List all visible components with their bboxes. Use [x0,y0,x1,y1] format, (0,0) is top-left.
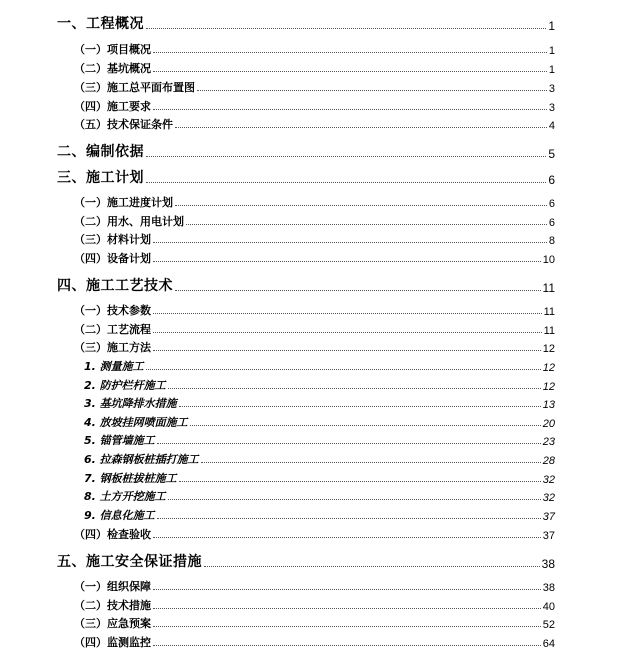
toc-entry-label: （四）施工要求 [74,100,151,113]
toc-page-number: 38 [542,582,555,594]
toc-section[interactable] [74,524,555,542]
toc-section[interactable] [74,613,555,631]
dot-leader [197,90,547,91]
toc-page-number: 6 [548,217,555,229]
toc-page-number: 32 [542,474,555,486]
dot-leader [153,332,542,333]
toc-page-number: 12 [542,381,555,393]
dot-leader [186,224,547,225]
toc-entry-label: （四）检查验收 [74,528,151,541]
toc-chapter[interactable] [57,549,555,571]
toc-page-number: 1 [548,19,555,33]
toc-page-number: 28 [542,455,555,467]
toc-subsection[interactable] [84,449,555,467]
toc-subsection[interactable] [84,412,555,430]
toc-entry-label: 7. 钢板桩拔桩施工 [84,472,177,485]
dot-leader [190,425,541,426]
toc-entry-label: （三）施工总平面布置图 [74,81,195,94]
dot-leader [153,537,541,538]
toc-page-number: 1 [548,64,555,76]
dot-leader [175,127,547,128]
toc-entry-label: 6. 拉森钢板桩插打施工 [84,453,199,466]
toc-page-number: 20 [542,418,555,430]
toc-page-number: 3 [548,83,555,95]
toc-page-number: 52 [542,619,555,631]
toc-entry-label: （一）施工进度计划 [74,196,173,209]
toc-entry-label: 8. 土方开挖施工 [84,490,166,503]
toc-section[interactable] [74,114,555,132]
toc-subsection[interactable] [84,468,555,486]
toc-entry-label: （一）组织保障 [74,580,151,593]
toc-section[interactable] [74,211,555,229]
toc-section[interactable] [74,632,555,650]
toc-page-number: 12 [542,343,555,355]
dot-leader [146,156,546,157]
dot-leader [153,109,547,110]
toc-page-number: 10 [542,254,555,266]
toc-entry-label: （二）基坑概况 [74,62,151,75]
toc-page-number: 11 [542,281,555,295]
toc-page-number: 3 [548,102,555,114]
dot-leader [153,52,547,53]
dot-leader [157,443,541,444]
toc-section[interactable] [74,248,555,266]
toc-entry-label: （四）设备计划 [74,252,151,265]
dot-leader [153,242,547,243]
toc-entry-label: 5. 锚管墙施工 [84,434,155,447]
toc-page-number: 37 [542,511,555,523]
toc-section[interactable] [74,229,555,247]
toc-section[interactable] [74,39,555,57]
dot-leader [146,369,541,370]
dot-leader [168,388,541,389]
toc-section[interactable] [74,58,555,76]
toc-page-number: 6 [548,198,555,210]
toc-page-number: 38 [541,557,555,571]
toc-page-number: 23 [542,436,555,448]
toc-section[interactable] [74,576,555,594]
toc-subsection[interactable] [84,486,555,504]
toc-chapter[interactable] [57,139,555,161]
toc-page-number: 6 [548,173,555,187]
toc-chapter[interactable] [57,165,555,187]
toc-page-number: 13 [542,399,555,411]
toc-section[interactable] [74,337,555,355]
toc-page-number: 5 [548,147,555,161]
dot-leader [146,28,546,29]
toc-entry-label: 4. 放坡挂网喷面施工 [84,416,188,429]
toc-section[interactable] [74,595,555,613]
toc-entry-label: 9. 信息化施工 [84,509,155,522]
toc-section[interactable] [74,77,555,95]
dot-leader [179,481,541,482]
toc-entry-label: （三）应急预案 [74,617,151,630]
toc-entry-label: （一）项目概况 [74,43,151,56]
toc-entry-label: （二）工艺流程 [74,323,151,336]
toc-entry-label: （五）技术保证条件 [74,118,173,131]
toc-entry-label: 三、施工计划 [57,170,144,186]
toc-subsection[interactable] [84,375,555,393]
dot-leader [179,406,541,407]
dot-leader [168,499,541,500]
dot-leader [146,182,546,183]
toc-page-number: 32 [542,492,555,504]
toc-page-number: 40 [542,601,555,613]
toc-entry-label: （二）技术措施 [74,599,151,612]
toc-section[interactable] [74,300,555,318]
dot-leader [204,566,540,567]
toc-chapter[interactable] [57,273,555,295]
toc-page-number: 1 [548,45,555,57]
toc-entry-label: （三）施工方法 [74,341,151,354]
toc-section[interactable] [74,192,555,210]
toc-page-number: 64 [542,638,555,650]
toc-chapter[interactable] [57,11,555,33]
toc-subsection[interactable] [84,430,555,448]
dot-leader [153,313,542,314]
toc-subsection[interactable] [84,505,555,523]
toc-page-number: 37 [542,530,555,542]
toc-section[interactable] [74,96,555,114]
dot-leader [153,350,541,351]
toc-page-number: 11 [543,325,555,337]
toc-entry-label: （四）监测监控 [74,636,151,649]
toc-entry-label: （三）材料计划 [74,233,151,246]
toc-entry-label: 四、施工工艺技术 [57,278,173,294]
toc-entry-label: （二）用水、用电计划 [74,215,184,228]
toc-entry-label: （一）技术参数 [74,304,151,317]
toc-section[interactable] [74,319,555,337]
dot-leader [153,645,541,646]
toc-subsection[interactable] [84,356,555,374]
dot-leader [153,261,541,262]
toc-page-number: 4 [548,120,555,132]
dot-leader [157,518,541,519]
toc-entry-label: 1. 测量施工 [84,360,144,373]
toc-page-number: 11 [543,306,555,318]
toc-entry-label: 一、工程概况 [57,16,144,32]
dot-leader [153,626,541,627]
toc-entry-label: 3. 基坑降排水措施 [84,397,177,410]
toc-page-number: 12 [542,362,555,374]
dot-leader [153,589,541,590]
dot-leader [153,608,541,609]
dot-leader [153,71,547,72]
toc-entry-label: 五、施工安全保证措施 [57,554,202,570]
dot-leader [175,290,541,291]
toc-entry-label: 2. 防护栏杆施工 [84,379,166,392]
dot-leader [201,462,541,463]
toc-subsection[interactable] [84,393,555,411]
toc-entry-label: 二、编制依据 [57,144,144,160]
toc-page-number: 8 [548,235,555,247]
dot-leader [175,205,547,206]
